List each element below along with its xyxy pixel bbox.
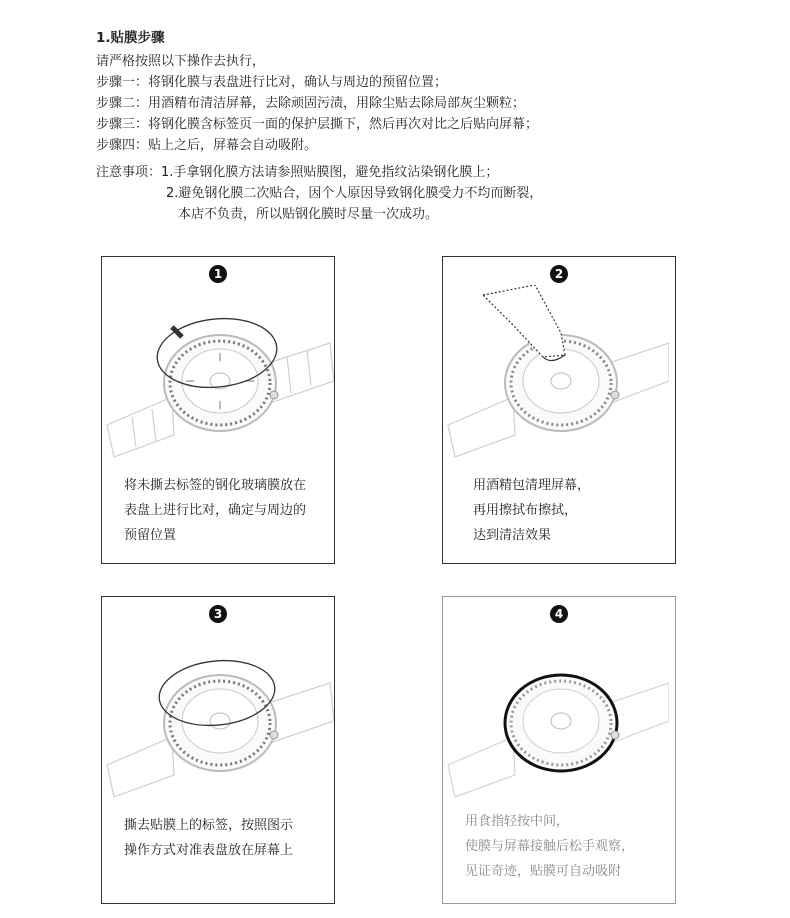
instruction-step-3: 步骤三：将钢化膜含标签页一面的保护层撕下，然后再次对比之后贴向屏幕； [96,117,539,132]
caption-line: 将未撕去标签的钢化玻璃膜放在 [124,478,307,493]
note-2: 2.避免钢化膜二次贴合，因个人原因导致钢化膜受力不均而断裂， [166,186,543,201]
step-panel-2 [442,256,676,564]
step-number-badge: 4 [550,605,568,623]
step-number-badge: 3 [209,605,227,623]
step-number-badge: 1 [209,265,227,283]
watch-illustration [102,625,334,805]
note-1-row [96,162,542,183]
instruction-intro: 请严格按照以下操作去执行， [96,54,266,69]
instructions-section [96,28,538,156]
caption-line: 再用擦拭布擦拭， [473,503,578,518]
caption-line: 预留位置 [124,528,177,543]
caption-line: 达到清洁效果 [473,528,552,543]
watch-illustration [102,285,334,465]
note-2-continued: 本店不负责，所以贴钢化膜时尽量一次成功。 [178,207,439,222]
caption-line: 使膜与屏幕接触后松手观察， [465,839,635,854]
step-caption [465,809,665,884]
step-caption [473,473,665,548]
caption-line: 用食指轻按中间， [465,814,570,829]
instruction-step-2: 步骤二：用酒精布清洁屏幕，去除顽固污渍，用除尘贴去除局部灰尘颗粒； [96,96,526,111]
section-title: 1.贴膜步骤 [96,30,165,46]
step-number-badge: 2 [550,265,568,283]
instruction-step-1: 步骤一：将钢化膜与表盘进行比对，确认与周边的预留位置； [96,75,448,90]
caption-line: 用酒精包清理屏幕， [473,478,591,493]
caption-line: 撕去贴膜上的标签，按照图示 [124,818,294,833]
step-panel-1 [101,256,335,564]
watch-illustration [443,625,669,805]
step-caption [124,813,324,863]
watch-illustration [443,285,669,465]
step-caption [124,473,324,548]
caption-line: 见证奇迹，贴膜可自动吸附 [465,864,622,879]
step-panel-3 [101,596,335,904]
instruction-step-4: 步骤四：贴上之后，屏幕会自动吸附。 [96,138,318,153]
caption-line: 表盘上进行比对，确定与周边的 [124,503,307,518]
caption-line: 操作方式对准表盘放在屏幕上 [124,843,294,858]
notes-label: 注意事项： [96,165,162,180]
note-1: 1.手拿钢化膜方法请参照贴膜图，避免指纹沾染钢化膜上； [161,165,499,180]
step-panel-4 [442,596,676,904]
notes-section [96,162,542,225]
